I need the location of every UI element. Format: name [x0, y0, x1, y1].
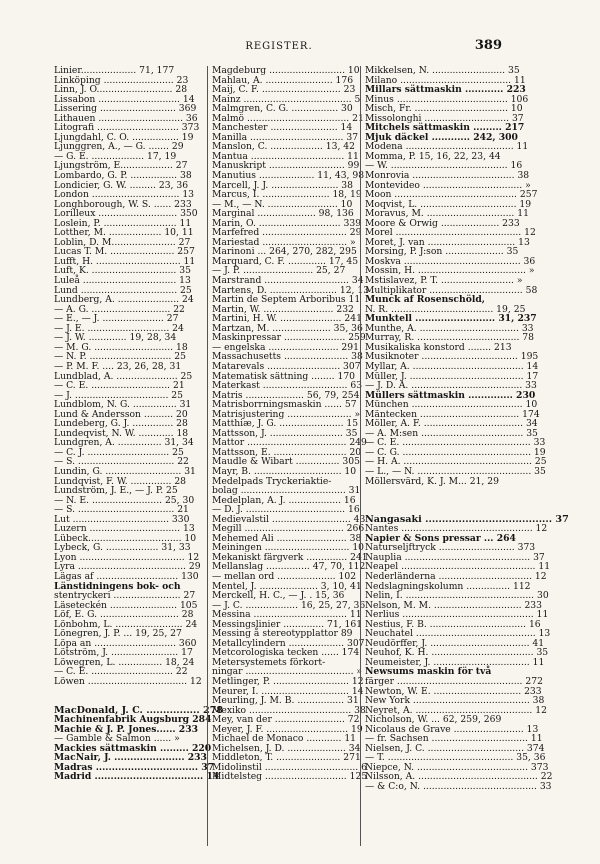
index-entry: Mikkelsen, N. ......................... 35	[365, 65, 520, 76]
index-entry: Lucas T. M. ...................... 257	[54, 246, 195, 258]
index-entry: Metlinger, P. .......................... 12	[212, 676, 364, 687]
index-entry: Nedslagningskolumn ............... 112	[365, 580, 531, 592]
index-entry: Munthe, A. .................................. 33	[365, 322, 534, 334]
index-entry: Neuhof, K. H. ................................... 35	[365, 647, 549, 659]
index-entry: Lundberg, A. ..................... 24	[54, 294, 194, 306]
index-entry: Nicholson, W. ... 62, 259, 269	[365, 714, 502, 726]
index-entry: Lönbohm, L. ....................... 24	[54, 618, 198, 630]
index-entry: Madras ................................ 37	[54, 761, 215, 773]
index-entry: Mariestad ............................. »	[212, 236, 356, 248]
index-entry: — N. P. ............................ 25	[54, 351, 186, 363]
index-entry: Lotther, M. .................. 10, 11	[54, 227, 194, 239]
index-entry: Löwegren, L. ............... 18, 24	[54, 656, 195, 668]
index-entry: Meyer, J. F. ............................ 19	[212, 723, 363, 735]
index-entry: Maij, C. F. ........................... 23	[212, 84, 356, 96]
index-entry: Maskinpressar ..................... 259	[212, 332, 366, 344]
index-entry: Milano ...................................... 11	[365, 74, 526, 86]
index-entry: Mekaniskt färgverk .............. 241	[212, 551, 368, 563]
index-entry: Mellanslag ............... 47, 70, 112	[212, 561, 366, 573]
index-entry: Marinoni ... 264, 270, 282, 295	[212, 246, 357, 258]
index-entry: Mackies sättmaskin ......... 220	[54, 742, 212, 754]
index-entry: Mahlau, A. ....................... 176	[212, 74, 354, 86]
index-entry: Murray, R. ................................... 78	[365, 332, 534, 344]
index-entry: Litografi ............................ 373	[54, 122, 200, 134]
index-entry: Middleton, T. ...................... 271	[212, 752, 361, 764]
index-entry: Mstislavez, P. T. ......................... »	[365, 275, 523, 287]
index-entry: Machinenfabrik Augsburg 284	[54, 714, 212, 726]
index-entry: Martin de Septem Arboribus 11	[212, 294, 361, 306]
index-entry: Massachusetts ...................... 38	[212, 351, 363, 363]
index-entry: Loblin, D. M...................... 27	[54, 236, 191, 248]
index-entry: — C. G. ............................................ 19	[365, 446, 546, 458]
index-entry: Luleå ................................ 13	[54, 275, 191, 287]
index-columns	[54, 65, 569, 846]
index-entry: Marquard, C. F. ............. 17, 45	[212, 255, 359, 267]
index-entry: Löwen .................................. 12	[54, 676, 202, 687]
index-spacer	[365, 496, 513, 506]
index-entry: Machie & J. P. Jones...... 233	[54, 723, 198, 735]
index-entry: Manilla ................................ 37	[212, 131, 359, 143]
index-entry: — S. ................................. 22	[54, 456, 189, 468]
index-entry: Magdeburg .......................... 10	[212, 65, 360, 76]
index-entry: Messingslinier .............. 71, 161	[212, 618, 363, 630]
index-entry: — J. C. .................. 16, 25, 27, 36	[212, 599, 366, 611]
index-entry: Meiningen ............................. 10	[212, 542, 365, 554]
index-entry: Neumeister, J. ................................. 11	[365, 656, 545, 668]
index-entry: Manslon, C. .................. 13, 42	[212, 141, 355, 153]
index-entry: Moqvist, L. ................................. 19	[365, 198, 532, 210]
index-column-3	[360, 65, 569, 846]
index-entry: Lundblad, A. ..................... 25	[54, 370, 193, 382]
index-entry: Lönegren, J. P. ... 19, 25, 27	[54, 628, 182, 640]
index-entry: Merckell, H. C., — J. . 15, 36	[212, 590, 345, 602]
index-entry: — A. G. ........................... 22	[54, 303, 185, 315]
index-entry: Manuskript .......................... 99	[212, 160, 360, 172]
index-entry: Müller, J. ....................................... 17	[365, 370, 539, 382]
index-entry: Möller, A. F. .................................. 34	[365, 418, 538, 430]
index-entry: Matrisjustering ...................... »	[212, 408, 361, 420]
index-entry: Morsing, P. J:son .................... 35	[365, 246, 519, 258]
index-entry: Monrovia ................................... 38	[365, 170, 530, 182]
index-entry: Lübeck................................ 10	[54, 532, 197, 544]
index-entry: Nicolaus de Grave ........................ 13	[365, 723, 539, 735]
index-entry: — Gamble & Salmon ...... »	[54, 733, 180, 745]
index-entry: Metallcylindern ................... 307	[212, 637, 365, 649]
index-entry: Läseteckén ....................... 105	[54, 599, 198, 611]
index-entry: Linn, J. O.......................... 28	[54, 84, 188, 96]
index-entry: Musikaliska konstord ........ 213	[365, 341, 512, 353]
index-entry: Lyon .................................... 12	[54, 551, 200, 563]
index-entry: New York ........................................ 38	[365, 695, 545, 707]
index-entry: — C. E. ............................ 22	[54, 666, 188, 678]
index-entry: Nangasaki ...................................... 37	[365, 513, 569, 525]
index-entry: Mey, van der ........................ 72	[212, 714, 360, 726]
index-entry: Lund ................................. 25	[54, 284, 192, 296]
index-entry: Neuchatel ......................................... 13	[365, 628, 551, 640]
index-entry: Mattsson, E. ......................... 20	[212, 446, 362, 458]
index-entry: Longhborough, W. S. ...... 233	[54, 198, 192, 210]
index-entry: Ljungdahl, C. O. ................ 19	[54, 131, 194, 143]
index-entry: Londicier, G. W. ......... 23, 36	[54, 179, 189, 191]
index-entry: Ljungström, E.................. 27	[54, 160, 188, 172]
index-entry: Moskva ........................................ 36	[365, 255, 536, 267]
index-entry: Manutius ................... 11, 43, 98	[212, 170, 365, 182]
index-entry: Nantes ............................................. 12	[365, 523, 548, 535]
page-number: 389	[474, 38, 502, 53]
index-entry: Lombardo, G. P. ................ 38	[54, 170, 192, 182]
index-entry: Nestius, F. B. ................................. 16	[365, 618, 541, 630]
index-entry: Moon .......................................... 257	[365, 189, 538, 201]
index-entry: Momma, P. 15, 16, 22, 23, 44	[365, 150, 501, 162]
page-header	[56, 38, 502, 52]
index-entry: Matrisborrningsmaskin ...... 57	[212, 399, 357, 411]
index-entry: Mjuk däckel ............ 242, 300	[365, 131, 518, 143]
index-entry: — W. ........................................ 16	[365, 160, 523, 172]
index-entry: Mattsson, J. ......................... 35	[212, 427, 358, 439]
index-entry: Neyret, A. ........................................ 12	[365, 704, 547, 716]
index-entry: Lundin, G. .......................... 31	[54, 465, 196, 477]
index-entry: — C. E. ............................................ 33	[365, 437, 546, 449]
index-entry: Millars sättmaskin ............ 223	[365, 84, 526, 96]
index-entry: Multiplikator ................................ 58	[365, 284, 538, 296]
index-entry: — M. G. ........................... 18	[54, 341, 188, 353]
index-entry: Matthiæ, J. G. ...................... 15	[212, 418, 359, 430]
index-entry: Megill .................................. 266	[212, 523, 365, 535]
index-entry: — J. ................................ 25	[54, 389, 183, 401]
index-entry: Malmö ................................... 21	[212, 112, 364, 124]
index-entry: Missolonghi ............................. 37	[365, 112, 524, 124]
index-entry: Matarevals ......................... 307	[212, 360, 361, 372]
index-entry: Mehemed Ali ........................ 38	[212, 532, 362, 544]
index-entry: Matematisk sättning ........ 170	[212, 370, 356, 382]
index-entry: Musiknoter ................................. 195	[365, 351, 539, 363]
index-entry: Marfefred ............................. 29	[212, 227, 362, 239]
index-entry: — C. E. ........................... 21	[54, 380, 185, 392]
index-entry: Napier & Sons pressar ... 264	[365, 532, 516, 544]
index-entry: Lybeck, G. .................. 31, 33	[54, 542, 191, 554]
index-entry: MacDonald, J. C. ................ 278	[54, 704, 224, 716]
index-spacer	[54, 687, 202, 697]
index-entry: Modena ..................................... 11	[365, 141, 529, 153]
index-entry: Munck af Rosenschöld,	[365, 294, 485, 306]
index-entry: Matris .................... 56, 79, 254	[212, 389, 360, 401]
index-entry: Martzan, M. .................... 35, 36	[212, 322, 363, 334]
index-entry: Martin, W. ........................ 232	[212, 303, 354, 315]
index-entry: — H. A. ............................................ 25	[365, 456, 547, 468]
index-entry: Midtelsteg ............................ 125	[212, 771, 368, 783]
index-entry: Marin, O. ............................ 339	[212, 217, 362, 229]
index-entry: — mellan ord .................... 102	[212, 570, 357, 582]
index-entry: — D. J. .................................. 16	[212, 504, 360, 516]
index-entry: Metersystemets förkort-	[212, 656, 326, 668]
index-entry: Michelsen, J. D. .................... 34	[212, 742, 361, 754]
index-entry: Marcell, J. J. ....................... 38	[212, 179, 353, 191]
index-entry: — J. E. ............................ 24	[54, 322, 184, 334]
index-entry: Lissabon ............................ 14	[54, 93, 195, 105]
index-entry: Munktell ......................... 31, 237	[365, 313, 537, 325]
index-entry: Mitchels sättmaskin ......... 217	[365, 122, 525, 134]
index-entry: Medelpads Tryckeriaktie-	[212, 475, 332, 487]
index-entry: Nelin, I. ............................................ 30	[365, 590, 549, 602]
index-entry: Martini, H. W. ..................... 241	[212, 313, 362, 325]
index-entry: Lund & Andersson .......... 20	[54, 408, 188, 420]
index-entry: Mentel, J. .................... 3, 10, 41	[212, 580, 362, 592]
index-entry: Mexiko ................................... 38	[212, 704, 366, 716]
index-entry: Lissering .......................... 369	[54, 103, 197, 115]
index-entry: Materkast ............................. 63	[212, 380, 363, 392]
index-entry: Länstidningens bok- och	[54, 580, 181, 592]
index-entry: — A. M:sen ................................... 35	[365, 427, 538, 439]
index-entry: Lötström, J. ....................... 17	[54, 647, 193, 659]
index-entry: Müllers sättmaskin .............. 230	[365, 389, 536, 401]
index-entry: Madrid .................................. 14	[54, 771, 220, 783]
index-entry: — M., — N. ........................ 10	[212, 198, 353, 210]
index-entry: — P. M. F. .... 23, 26, 28, 31	[54, 360, 182, 372]
index-entry: Luzern ............................... 13	[54, 523, 195, 535]
index-entry: Lufft, H. ............................. 11	[54, 255, 196, 267]
index-entry: — L., — N. ....................................... 35	[365, 465, 546, 477]
index-entry: Myllar, A. ...................................... 14	[365, 360, 539, 372]
index-entry: Martens, D. ....................... 12, 13	[212, 284, 370, 296]
index-entry: Löf, E. G. ........................... 28	[54, 609, 194, 621]
index-entry: Medelplan, A. J. .................. 16	[212, 494, 356, 506]
index-entry: Marginal .................... 98, 136	[212, 208, 354, 220]
index-entry: London .............................. 13	[54, 189, 195, 201]
index-entry: Midolinstil ................................ 6	[212, 761, 367, 773]
index-entry: — J. D. A. ...................................... 33	[365, 380, 537, 392]
index-entry: Mayr, B. .............................. 10	[212, 465, 357, 477]
index-entry: Metcorologiska tecken ...... 174	[212, 647, 360, 659]
page-title: REGISTER.	[245, 41, 313, 52]
index-entry: Lundgren, A. ............... 31, 34	[54, 437, 194, 449]
index-entry: färger ........................................... 272	[365, 676, 543, 687]
index-entry: Nelson, M. M. .............................. 233	[365, 599, 542, 611]
index-entry: Medievalstil ........................... 43	[212, 513, 366, 525]
index-entry: Moore & Orwig .................... 233	[365, 217, 520, 229]
index-entry: Mantua ................................ 11	[212, 150, 359, 162]
index-entry: MacNair, J. ...................... 233	[54, 752, 207, 764]
index-entry: Niepce, N. ...................................... 373	[365, 761, 549, 773]
index-entry: München ...................................... 10	[365, 399, 538, 411]
index-entry: bolag .................................... 31	[212, 485, 361, 497]
index-entry: Newton, W. E. .............................. 233	[365, 685, 542, 697]
index-entry: — J. P. ........................ 25, 27	[212, 265, 346, 277]
index-entry: Lorilleux ........................... 350	[54, 208, 198, 220]
index-entry: ningar ..................................... »	[212, 666, 363, 678]
index-entry: Lithauen ............................. 36	[54, 112, 198, 124]
index-spacer	[365, 486, 513, 496]
index-entry: Messing å stereotypplattor 89	[212, 628, 353, 640]
index-entry: — C. J. ............................ 25	[54, 446, 184, 458]
index-entry: Naturseljftryck .......................... 373	[365, 542, 536, 554]
index-entry: Misch, Fr. ................................ 10	[365, 103, 523, 115]
index-entry: — E., — J. ..................... 27	[54, 313, 179, 325]
index-entry: Mäntecken .................................. 174	[365, 408, 540, 420]
index-entry: Lut ................................. 330	[54, 513, 190, 525]
index-entry: Lundqvist, F. W. .............. 28	[54, 475, 187, 487]
index-entry: Marstrand ............................. 34	[212, 275, 364, 287]
index-entry: Lundeberg, G. J. .............. 28	[54, 418, 188, 430]
index-entry: Luft, K. ............................. 35	[54, 265, 191, 277]
index-entry: Mossin, H. ..................................... »	[365, 265, 535, 277]
index-entry: Nielsen, J. C. ................................. 374	[365, 742, 545, 754]
index-entry: Nederländerna ................................ 12	[365, 570, 547, 582]
index-entry: N. R. ................................... 19, 25	[365, 303, 526, 315]
index-entry: stentryckeri ....................... 27	[54, 590, 196, 602]
index-entry: — J. W. ............. 19, 28, 34	[54, 332, 177, 344]
index-column-2	[207, 65, 370, 846]
index-entry: Nauplia ........................................... 37	[365, 551, 545, 563]
index-entry: — engelska ........................ 291	[212, 341, 359, 353]
index-entry: Lyra ..................................... 29	[54, 561, 201, 573]
index-entry: Nerlius ............................................. 11	[365, 609, 549, 621]
index-entry: Maudle & Wibart ............... 305	[212, 456, 360, 468]
index-entry: Lundström, J. E., — J. P. 25	[54, 485, 178, 497]
index-entry: Newsums maskin för två	[365, 666, 492, 678]
index-entry: Michael de Monaco ............ 11	[212, 733, 357, 745]
index-entry: Montevideo .................................. »	[365, 179, 531, 191]
index-entry: — & C:o, N. ....................................... 33	[365, 781, 552, 793]
index-entry: Moret, J. van .............................. 13	[365, 236, 530, 248]
index-entry: Neudörffer, J. .................................. 41	[365, 637, 545, 649]
index-entry: Neapel .............................................. 11	[365, 561, 551, 573]
index-entry: Meurer, I. .............................. 14	[212, 685, 364, 697]
index-entry: Moravus, M. .............................. 11	[365, 208, 529, 220]
index-entry: Ljunggren, A., — G. ....... 29	[54, 141, 184, 153]
index-entry: — fr. Sachsen ................................. 11	[365, 733, 543, 745]
index-entry: Linier................... 71, 177	[54, 65, 175, 76]
index-entry: — G. E. .................. 17, 19	[54, 150, 177, 162]
index-entry: Messina ................................ 11	[212, 609, 362, 621]
index-entry: Nilsson, A. ......................................... 22	[365, 771, 553, 783]
index-column-1	[54, 65, 224, 846]
index-entry: Morel ........................................... 12	[365, 227, 536, 239]
index-entry: Meurling, J. M. B. ................ 31	[212, 695, 359, 707]
index-entry: Löpa an ............................ 360	[54, 637, 197, 649]
index-entry: Manchester ....................... 14	[212, 122, 353, 134]
index-entry: Lundeqvist, N. W. ............ 18	[54, 427, 189, 439]
index-entry: Malmgren, C. G. ................ 30	[212, 103, 353, 115]
index-entry: Loslein, P. ......................... 11	[54, 217, 192, 229]
index-entry: Minus ...................................... 106	[365, 93, 529, 105]
index-entry: — N. E. ........................ 25, 30	[54, 494, 195, 506]
index-entry: Lundblom, N. G. ............... 31	[54, 399, 192, 411]
index-entry: — S. ................................. 21	[54, 504, 189, 516]
index-entry: Möllersvärd, K. J. M... 21, 29	[365, 475, 499, 487]
index-entry: Mattor .................................. 249	[212, 437, 367, 449]
index-entry: Lägas af ............................ 130	[54, 570, 199, 582]
index-entry: Mainz ..................................... 5	[212, 93, 361, 105]
index-entry: Marcus, I. ....................... 18, 19	[212, 189, 362, 201]
index-entry: Linköping ........................ 23	[54, 74, 189, 86]
index-entry: — T. ........................................... 35, 36	[365, 752, 546, 764]
